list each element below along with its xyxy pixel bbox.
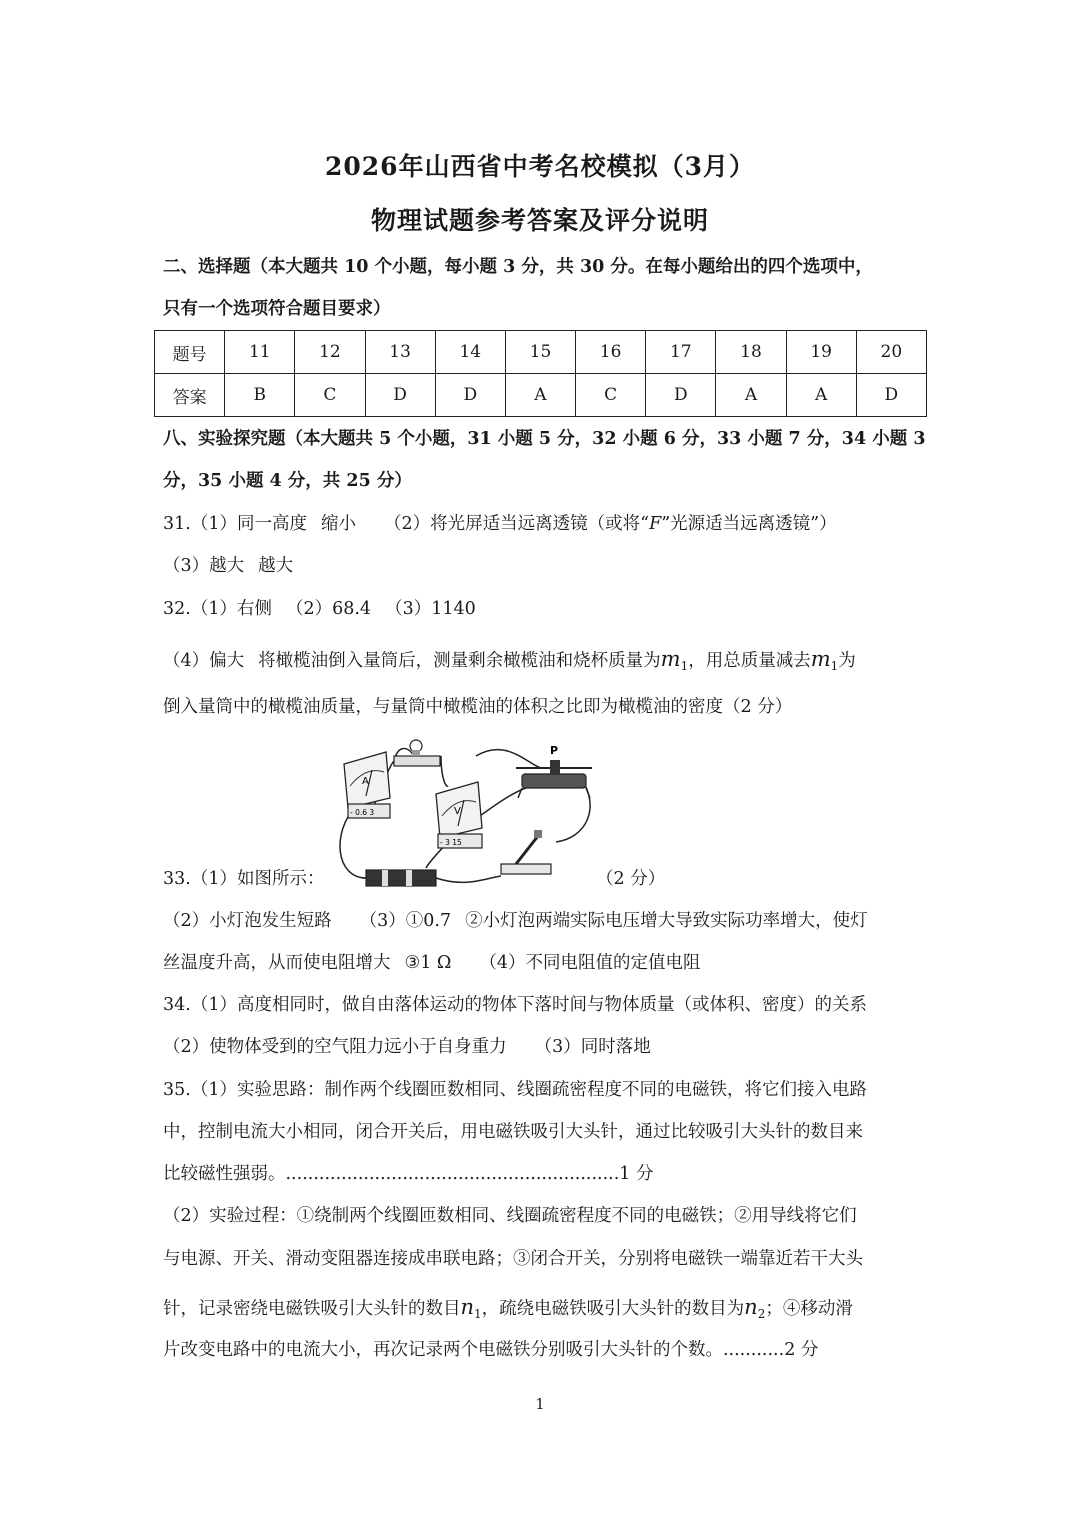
- q34-line1: 34.（1）高度相同时，做自由落体运动的物体下落时间与物体质量（或体积、密度）的关系: [163, 995, 867, 1015]
- q32-part2: （2）68.4: [285, 599, 372, 619]
- q31-part2: （2）将光屏适当远离透镜（或将“: [383, 514, 650, 534]
- q35-line3: 比较磁性强弱。............................................................1 分: [163, 1164, 654, 1184]
- table-cell: D: [435, 374, 505, 417]
- table-cell: 19: [786, 331, 856, 374]
- table-cell: 18: [716, 331, 786, 374]
- q34-part3: （3）同时落地: [534, 1037, 651, 1057]
- q31-part2b: ”光源适当远离透镜”）: [661, 514, 837, 534]
- q32-line1: [163, 596, 923, 622]
- table-cell: D: [856, 374, 926, 417]
- section2-heading-line2: 只有一个选项符合题目要求）: [163, 299, 391, 319]
- q32-part4b: 将橄榄油倒入量筒后，测量剩余橄榄油和烧杯质量为: [258, 651, 661, 671]
- q33-part3d: ③1 Ω: [404, 953, 452, 973]
- table-header-cell: 题号: [155, 331, 225, 374]
- lamp: [394, 740, 440, 766]
- table-cell: A: [716, 374, 786, 417]
- q34-line2: [163, 1034, 923, 1060]
- section2-heading-line1: 二、选择题（本大题共 10 个小题，每小题 3 分，共 30 分。在每小题给出的四个选项中，: [163, 257, 873, 277]
- q33-score: （2 分）: [596, 869, 666, 889]
- q32-var-m1-again: $m_1$: [810, 647, 839, 673]
- q31-var-f: F: [649, 514, 662, 534]
- q33-part2: （2）小灯泡发生短路: [163, 911, 332, 931]
- q31-part1: 31.（1）同一高度: [163, 514, 307, 534]
- table-cell: 14: [435, 331, 505, 374]
- page-title: 2026年山西省中考名校模拟（3月）: [325, 152, 755, 181]
- table-cell: 12: [295, 331, 365, 374]
- q35-line2: 中，控制电流大小相同，闭合开关后，用电磁铁吸引大头针，通过比较吸引大头针的数目来: [163, 1122, 863, 1142]
- table-row-answers: [155, 374, 927, 417]
- q32-part3: （3）1140: [385, 599, 476, 619]
- q35-line1: 35.（1）实验思路：制作两个线圈匝数相同、线圈疏密程度不同的电磁铁，将它们接入电路: [163, 1080, 867, 1100]
- table-cell: D: [365, 374, 435, 417]
- table-cell: B: [225, 374, 295, 417]
- answer-table: [154, 330, 927, 417]
- table-cell: 16: [576, 331, 646, 374]
- q34-part2: （2）使物体受到的空气阻力远小于自身重力: [163, 1037, 507, 1057]
- page-subtitle: 物理试题参考答案及评分说明: [370, 206, 709, 235]
- page-number: 1: [535, 1395, 545, 1413]
- q32-part1: 32.（1）右侧: [163, 599, 272, 619]
- q35-line7: 片改变电路中的电流大小，再次记录两个电磁铁分别吸引大头针的个数。...........2 分: [163, 1340, 819, 1360]
- q31-part3b: 越大: [258, 556, 294, 576]
- q32-line2: [163, 646, 923, 679]
- q33-part3: （3）①0.7: [359, 911, 452, 931]
- table-row-numbers: [155, 331, 927, 374]
- ammeter-terminals: - 0.6 3: [350, 808, 375, 817]
- q33-part4: （4）不同电阻值的定值电阻: [479, 953, 701, 973]
- section8-heading-line1: 八、实验探究题（本大题共 5 个小题，31 小题 5 分，32 小题 6 分，33 小题 7 分，34 小题 3: [163, 429, 926, 449]
- table-cell: 11: [225, 331, 295, 374]
- table-cell: A: [505, 374, 575, 417]
- q35-var-n2: $n_2$: [744, 1295, 766, 1321]
- table-header-cell: 答案: [155, 374, 225, 417]
- section8-heading-line2: 分，35 小题 4 分，共 25 分）: [163, 471, 412, 491]
- slider-label: P: [550, 744, 559, 757]
- q33-line3: [163, 950, 923, 976]
- table-cell: 15: [505, 331, 575, 374]
- q33-line2: [163, 908, 923, 934]
- table-cell: D: [646, 374, 716, 417]
- q31-line1: [163, 511, 923, 537]
- ammeter: [344, 752, 390, 818]
- rheostat: [516, 744, 592, 798]
- ammeter-symbol: A: [362, 776, 369, 787]
- q33-part1: 33.（1）如图所示：: [163, 869, 325, 889]
- voltmeter-terminals: - 3 15: [440, 838, 462, 847]
- table-cell: 17: [646, 331, 716, 374]
- q32-part4d: 为: [838, 651, 856, 671]
- q32-part4c: ，用总质量减去: [688, 651, 811, 671]
- q33-line1: [163, 866, 923, 892]
- q35-part6a: 针，记录密绕电磁铁吸引大头针的数目: [163, 1299, 461, 1319]
- voltmeter: [436, 782, 482, 848]
- q35-line4: （2）实验过程：①绕制两个线圈匝数相同、线圈疏密程度不同的电磁铁；②用导线将它们: [163, 1206, 857, 1226]
- q31-line2: [163, 553, 923, 579]
- table-cell: 13: [365, 331, 435, 374]
- voltmeter-symbol: V: [454, 806, 461, 817]
- q35-part6c: ；④移动滑: [765, 1299, 853, 1319]
- q32-line3: 倒入量筒中的橄榄油质量，与量筒中橄榄油的体积之比即为橄榄油的密度（2 分）: [163, 697, 793, 717]
- q32-part4: （4）偏大: [163, 651, 245, 671]
- q35-part6b: ，疏绕电磁铁吸引大头针的数目为: [481, 1299, 745, 1319]
- q35-line6: [163, 1294, 923, 1327]
- q31-part3: （3）越大: [163, 556, 245, 576]
- q33-part3c: 丝温度升高，从而使电阻增大: [163, 953, 391, 973]
- q35-var-n1: $n_1$: [460, 1295, 482, 1321]
- q31-part1b: 缩小: [320, 514, 356, 534]
- table-cell: 20: [856, 331, 926, 374]
- q35-line5: 与电源、开关、滑动变阻器连接成串联电路；③闭合开关，分别将电磁铁一端靠近若干大头: [163, 1249, 863, 1269]
- table-cell: C: [295, 374, 365, 417]
- q33-part3b: ②小灯泡两端实际电压增大导致实际功率增大，使灯: [465, 911, 868, 931]
- q32-var-m1: $m_1$: [660, 647, 689, 673]
- table-cell: C: [576, 374, 646, 417]
- table-cell: A: [786, 374, 856, 417]
